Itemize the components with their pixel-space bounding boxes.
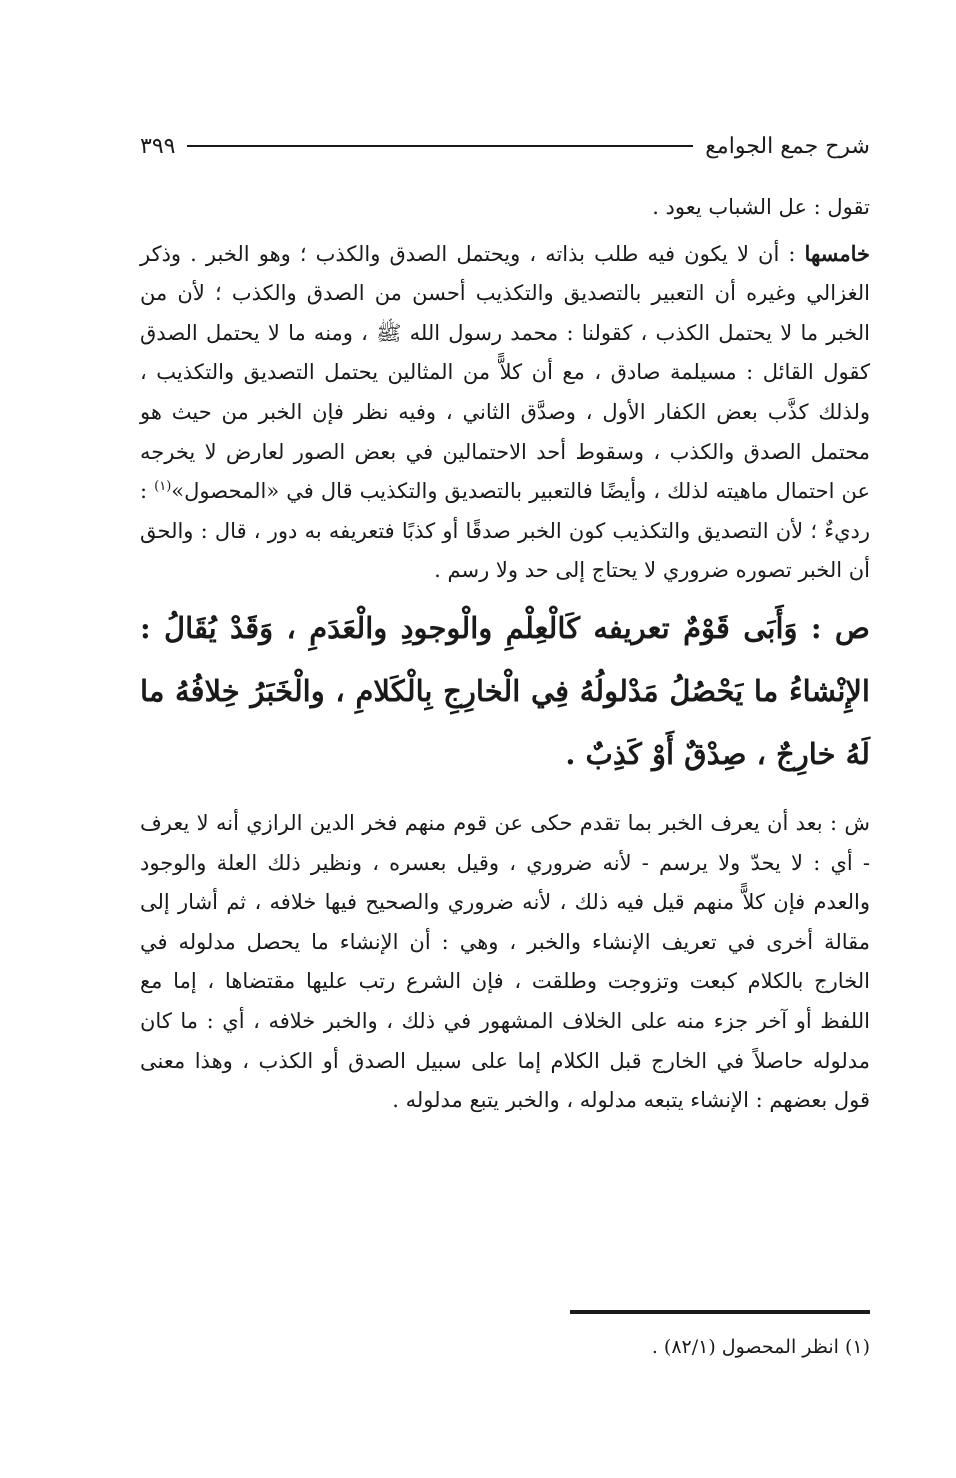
- paragraph-lead-word: خامسها: [804, 240, 870, 266]
- header-rule: [187, 145, 693, 147]
- footnote-reference[interactable]: (١): [154, 479, 172, 495]
- matn-text: ص : وَأَبَى قَوْمٌ تعريفه كَالْعِلْمِ والْوجودِ والْعَدَمِ ، وَقَدْ يُقَالُ : الإِنْشاءُ ما يَحْصُلُ مَدْلولُهُ فِي الْخارِجِ بِالْكَلامِ ، والْخَبَرُ خِلافُهُ ما لَهُ خارِجٌ ، صِدْقٌ أَوْ كَذِبٌ .: [140, 610, 870, 771]
- paragraph-opening: تقول : عل الشباب يعود .: [652, 195, 870, 219]
- page-number: ٣٩٩: [140, 133, 176, 159]
- footnote-separator: [570, 1310, 870, 1314]
- header-title: شرح جمع الجوامع: [705, 133, 870, 159]
- running-header: [140, 126, 870, 166]
- main-text: [140, 188, 870, 1121]
- sharh-text: ش : بعد أن يعرف الخبر بما تقدم حكى عن قوم منهم فخر الدين الرازي أنه لا يعرف - أي : لا يحدّ ولا يرسم - لأنه ضروري ، وقيل بعسره ، ونظير ذلك العلة والوجود والعدم فإن كلاًّ منهم قيل فيه ذلك ، لأنه ضروري والصحيح فيها خلافه ، ثم أشار إلى مقالة أخرى في تعريف الإنشاء والخبر ، وهي : أن الإنشاء ما يحصل مدلوله في الخارج بالكلام كبعت وتزوجت وطلقت ، فإن الشرع رتب عليها مقتضاها ، إما مع اللفظ أو آخر جزء منه على الخلاف المشهور في ذلك ، والخبر خلافه ، أي : ما كان مدلوله حاصلاً في الخارج قبل الكلام إما على سبيل الصدق أو الكذب ، وهذا معنى قول بعضهم : الإنشاء يتبعه مدلوله ، والخبر يتبع مدلوله .: [140, 810, 870, 1113]
- footnote: (١) انظر المحصول (٨٢/١) .: [651, 1336, 870, 1358]
- paragraph-text-continued: : رديءٌ ؛ لأن التصديق والتكذيب كون الخبر صدقًا أو كذبًا فتعريفه به دور ، قال : والحق أن الخبر تصوره ضروري لا يحتاج إلى حد ولا رسم .: [140, 479, 870, 583]
- paragraph-text: : أن لا يكون فيه طلب بذاته ، ويحتمل الصدق والكذب ؛ وهو الخبر . وذكر الغزالي وغيره أن التعبير بالتصديق والتكذيب أحسن من الصدق والكذب ؛ لأن من الخبر ما لا يحتمل الكذب ، كقولنا : محمد رسول الله ﷺ ، ومنه ما لا يحتمل الصدق كقول القائل : مسيلمة صادق ، مع أن كلاًّ من المثالين يحتمل التصديق والتكذيب ، ولذلك كذَّب بعض الكفار الأول ، وصدَّق الثاني ، وفيه نظر فإن الخبر من حيث هو محتمل الصدق والكذب ، وسقوط أحد الاحتمالين في بعض الصور لعارض لا يخرجه عن احتمال ماهيته لذلك ، وأيضًا فالتعبير بالتصديق والتكذيب قال في «المحصول»: [140, 241, 870, 504]
- paragraph-fifth: [140, 234, 870, 591]
